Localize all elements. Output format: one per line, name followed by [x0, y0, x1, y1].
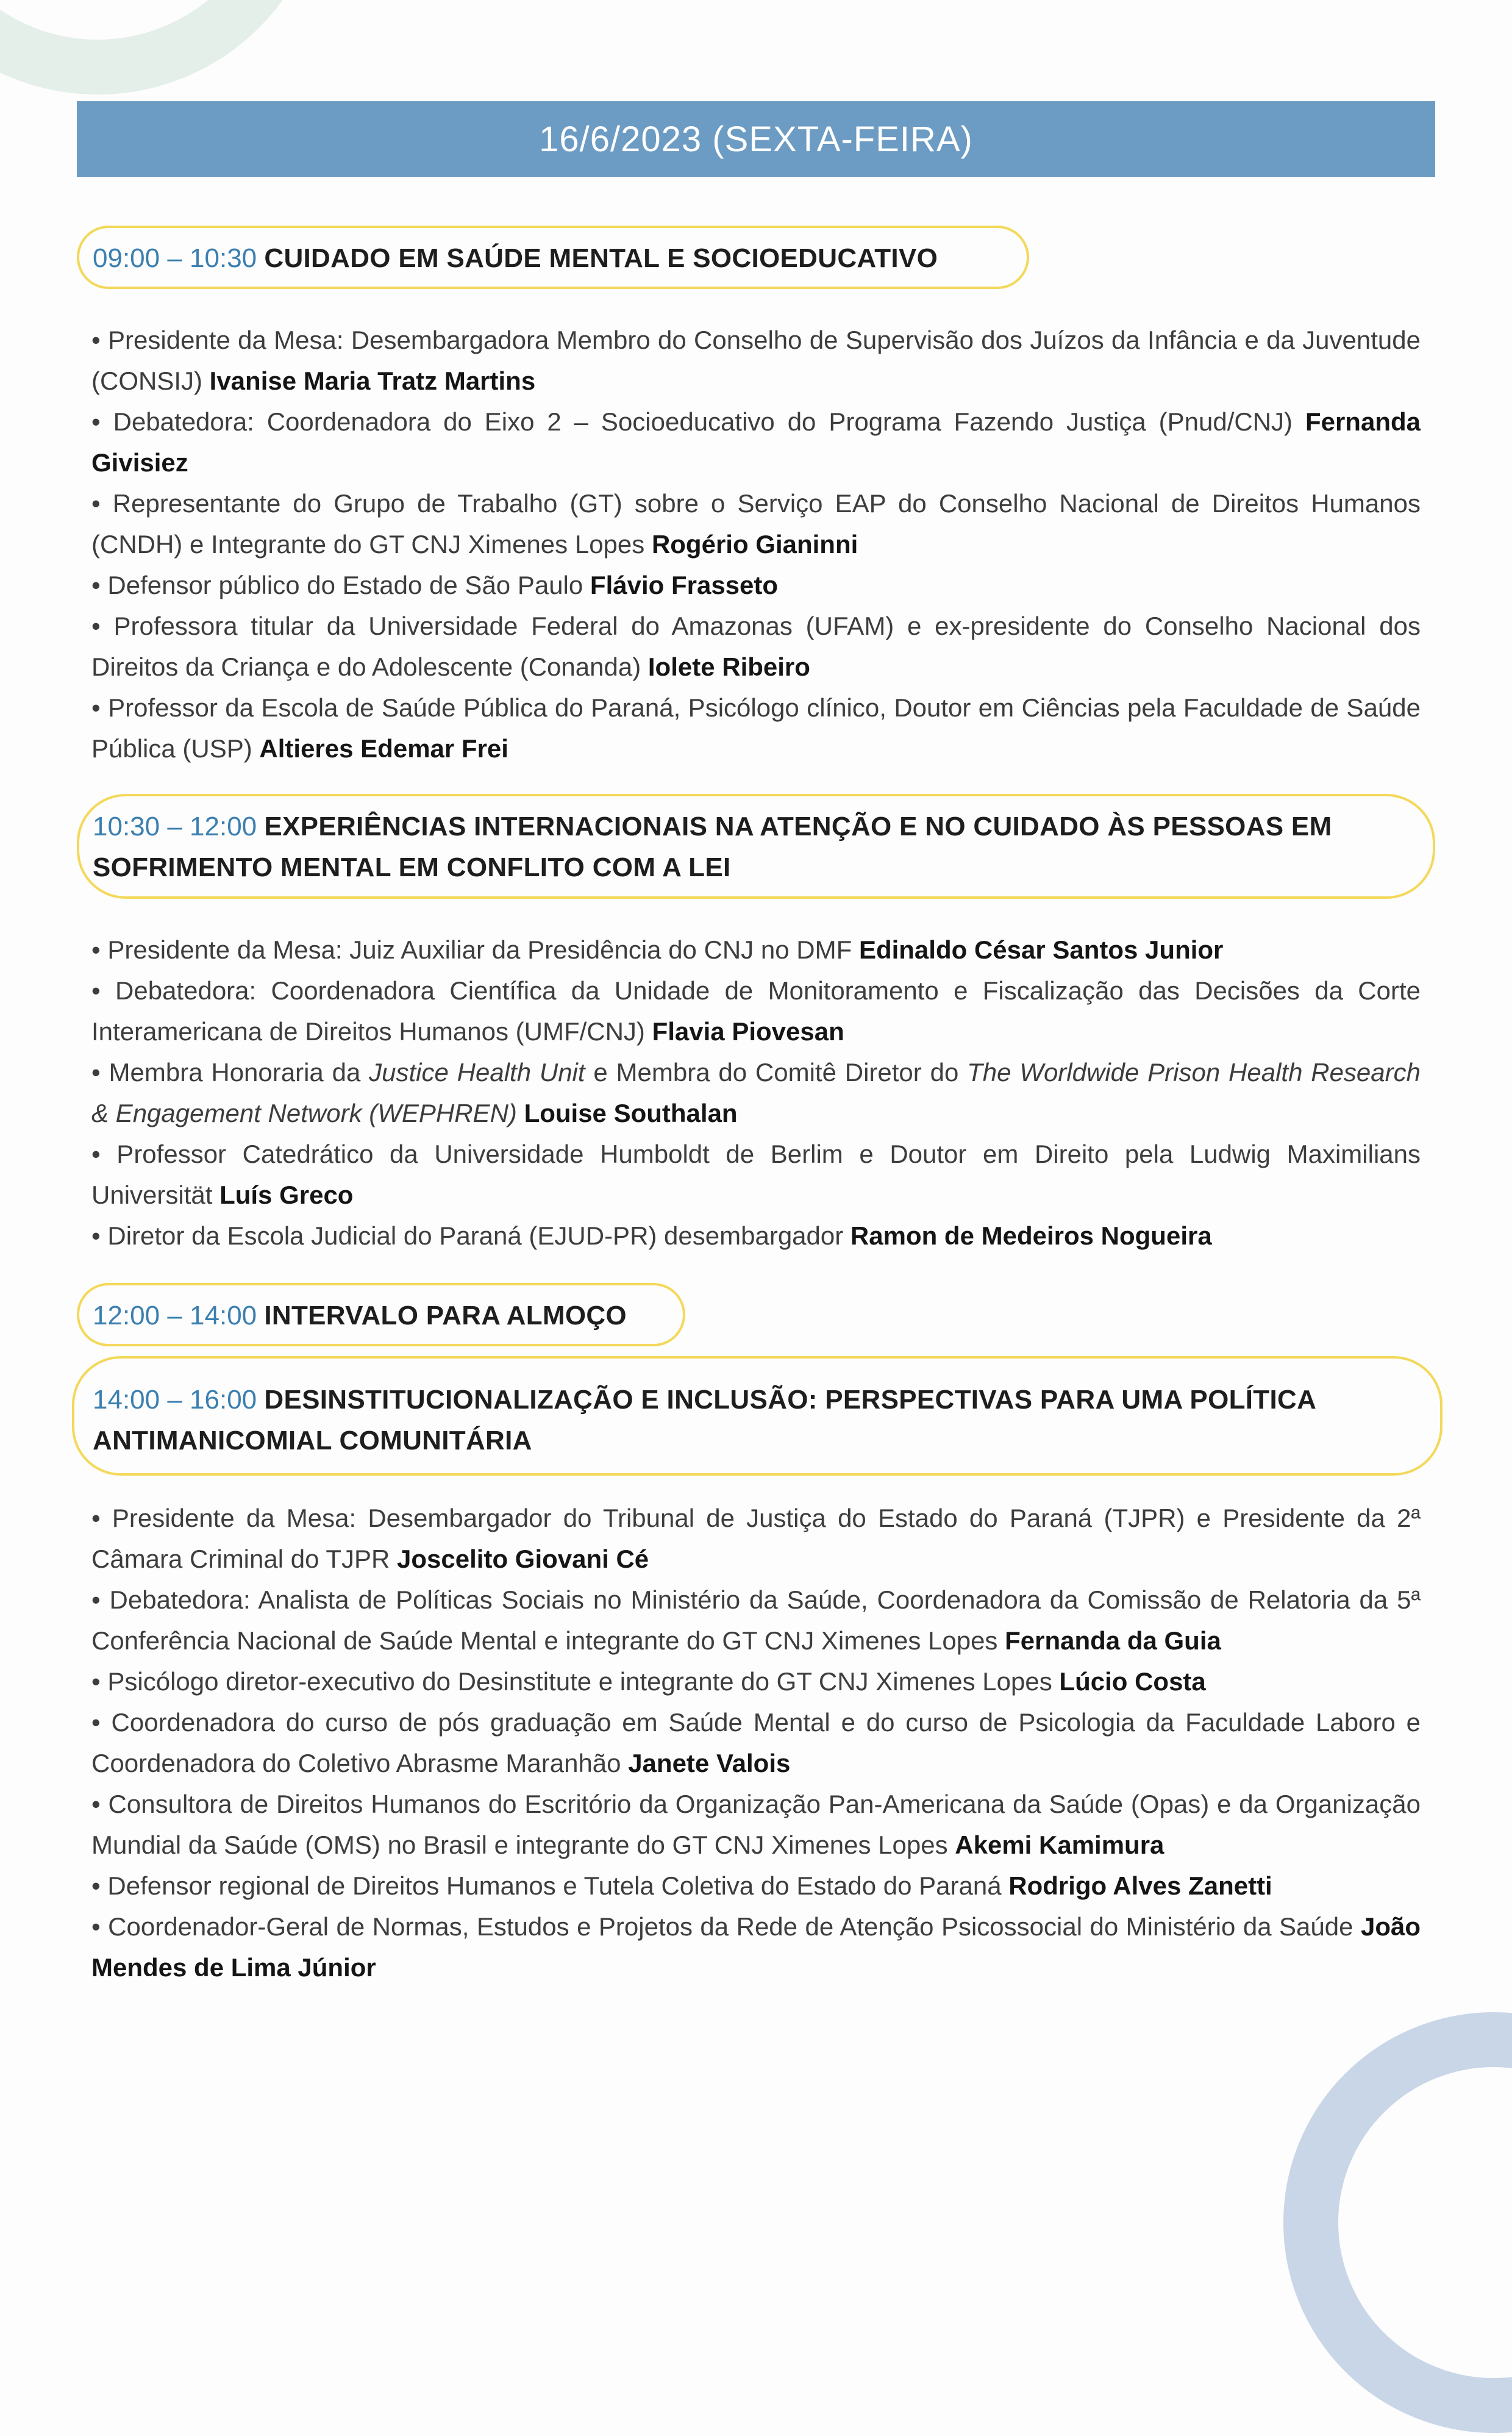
participant-name: Edinaldo César Santos Junior: [858, 935, 1224, 964]
day-header-text: 16/6/2023 (SEXTA-FEIRA): [539, 119, 973, 159]
session-time: 14:00 – 16:00: [93, 1385, 257, 1415]
session-time: 12:00 – 14:00: [93, 1301, 257, 1331]
session-participant-list: [91, 929, 1421, 1256]
participant-name: João Mendes de Lima Júnior: [91, 1912, 1421, 1982]
list-item: • Professor Catedrático da Universidade Humboldt de Berlim e Doutor em Direito pela Ludwig Maximilians Universität Luís Greco: [91, 1140, 1421, 1209]
participant-name: Ramon de Medeiros Nogueira: [850, 1221, 1212, 1250]
participant-name: Ivanise Maria Tratz Martins: [209, 366, 536, 395]
list-item: • Presidente da Mesa: Desembargadora Membro do Conselho de Supervisão dos Juízos da Infância e da Juventude (CONSIJ) Ivanise Maria Tratz Martins: [91, 326, 1421, 395]
participant-name: Luís Greco: [219, 1180, 354, 1209]
list-item: • Debatedora: Coordenadora Científica da Unidade de Monitoramento e Fiscalização das Decisões da Corte Interamericana de Direitos Humanos (UMF/CNJ) Flavia Piovesan: [91, 976, 1421, 1046]
participant-name: Fernanda Givisiez: [91, 407, 1421, 477]
participant-name: Janete Valois: [628, 1749, 791, 1777]
decorative-arc-top-left: [0, 0, 335, 104]
list-item: • Coordenadora do curso de pós graduação em Saúde Mental e do curso de Psicologia da Faculdade Laboro e Coordenadora do Coletivo Abrasme Maranhão Janete Valois: [91, 1708, 1421, 1777]
participant-name: Rodrigo Alves Zanetti: [1008, 1871, 1272, 1900]
list-item: • Professora titular da Universidade Federal do Amazonas (UFAM) e ex-presidente do Conselho Nacional dos Direitos da Criança e do Adolescente (Conanda) Iolete Ribeiro: [91, 612, 1421, 681]
participant-name: Fernanda da Guia: [1005, 1626, 1221, 1655]
session-title: CUIDADO EM SAÚDE MENTAL E SOCIOEDUCATIVO: [264, 243, 938, 273]
session-title: EXPERIÊNCIAS INTERNACIONAIS NA ATENÇÃO E NO CUIDADO ÀS PESSOAS EM SOFRIMENTO MENTAL EM CONFLITO COM A LEI: [93, 812, 1332, 882]
list-item: • Consultora de Direitos Humanos do Escritório da Organização Pan-Americana da Saúde (Opas) e da Organização Mundial da Saúde (OMS) no Brasil e integrante do GT CNJ Ximenes Lopes Akemi Kamimura: [91, 1790, 1421, 1859]
list-item: • Psicólogo diretor-executivo do Desinstitute e integrante do GT CNJ Ximenes Lopes Lúcio Costa: [91, 1667, 1206, 1696]
participant-name: Lúcio Costa: [1059, 1667, 1206, 1696]
participant-name: Joscelito Giovani Cé: [397, 1545, 649, 1573]
list-item: • Defensor regional de Direitos Humanos e Tutela Coletiva do Estado do Paraná Rodrigo Alves Zanetti: [91, 1871, 1272, 1900]
participant-name: Altieres Edemar Frei: [259, 734, 508, 763]
list-item: • Membra Honoraria da Justice Health Unit e Membra do Comitê Diretor do The Worldwide Prison Health Research & Engagement Network (WEPHREN) Louise Southalan: [91, 1058, 1421, 1127]
participant-name: Akemi Kamimura: [955, 1831, 1164, 1859]
list-item: • Presidente da Mesa: Juiz Auxiliar da Presidência do CNJ no DMF Edinaldo César Santos Junior: [91, 935, 1224, 964]
list-item: • Representante do Grupo de Trabalho (GT) sobre o Serviço EAP do Conselho Nacional de Direitos Humanos (CNDH) e Integrante do GT CNJ Ximenes Lopes Rogério Gianinni: [91, 489, 1421, 559]
participant-name: Flavia Piovesan: [652, 1017, 844, 1046]
participant-name: Rogério Gianinni: [651, 530, 858, 559]
decorative-arc-bottom-right: [1280, 2009, 1512, 2436]
list-item: • Diretor da Escola Judicial do Paraná (EJUD-PR) desembargador Ramon de Medeiros Nogueira: [91, 1221, 1212, 1250]
list-item: • Presidente da Mesa: Desembargador do Tribunal de Justiça do Estado do Paraná (TJPR) e Presidente da 2ª Câmara Criminal do TJPR Joscelito Giovani Cé: [91, 1504, 1421, 1573]
session-title: DESINSTITUCIONALIZAÇÃO E INCLUSÃO: PERSPECTIVAS PARA UMA POLÍTICA ANTIMANICOMIAL COMUNITÁRIA: [93, 1385, 1316, 1456]
session-time: 10:30 – 12:00: [93, 812, 257, 841]
session-title: INTERVALO PARA ALMOÇO: [264, 1301, 627, 1331]
participant-name: Iolete Ribeiro: [647, 652, 810, 681]
list-item: • Defensor público do Estado de São Paulo Flávio Frasseto: [91, 571, 779, 599]
list-item: • Coordenador-Geral de Normas, Estudos e Projetos da Rede de Atenção Psicossocial do Ministério da Saúde João Mendes de Lima Júnior: [91, 1912, 1421, 1982]
list-item: • Debatedora: Coordenadora do Eixo 2 – Socioeducativo do Programa Fazendo Justiça (Pnud/CNJ) Fernanda Givisiez: [91, 407, 1421, 477]
session-header: [77, 226, 1029, 289]
session-header: [77, 1283, 685, 1346]
list-item: • Debatedora: Analista de Políticas Sociais no Ministério da Saúde, Coordenadora da Comissão de Relatoria da 5ª Conferência Nacional de Saúde Mental e integrante do GT CNJ Ximenes Lopes Fernanda da Guia: [91, 1585, 1421, 1655]
session-header: [77, 794, 1435, 899]
participant-name: Flávio Frasseto: [590, 571, 779, 599]
session-time: 09:00 – 10:30: [93, 243, 257, 273]
session-participant-list: [91, 320, 1421, 769]
session-participant-list: [91, 1498, 1421, 1988]
session-header: [72, 1356, 1442, 1476]
list-item: • Professor da Escola de Saúde Pública do Paraná, Psicólogo clínico, Doutor em Ciências pela Faculdade de Saúde Pública (USP) Altieres Edemar Frei: [91, 693, 1421, 763]
day-header: [77, 101, 1435, 177]
participant-name: Louise Southalan: [524, 1099, 738, 1127]
